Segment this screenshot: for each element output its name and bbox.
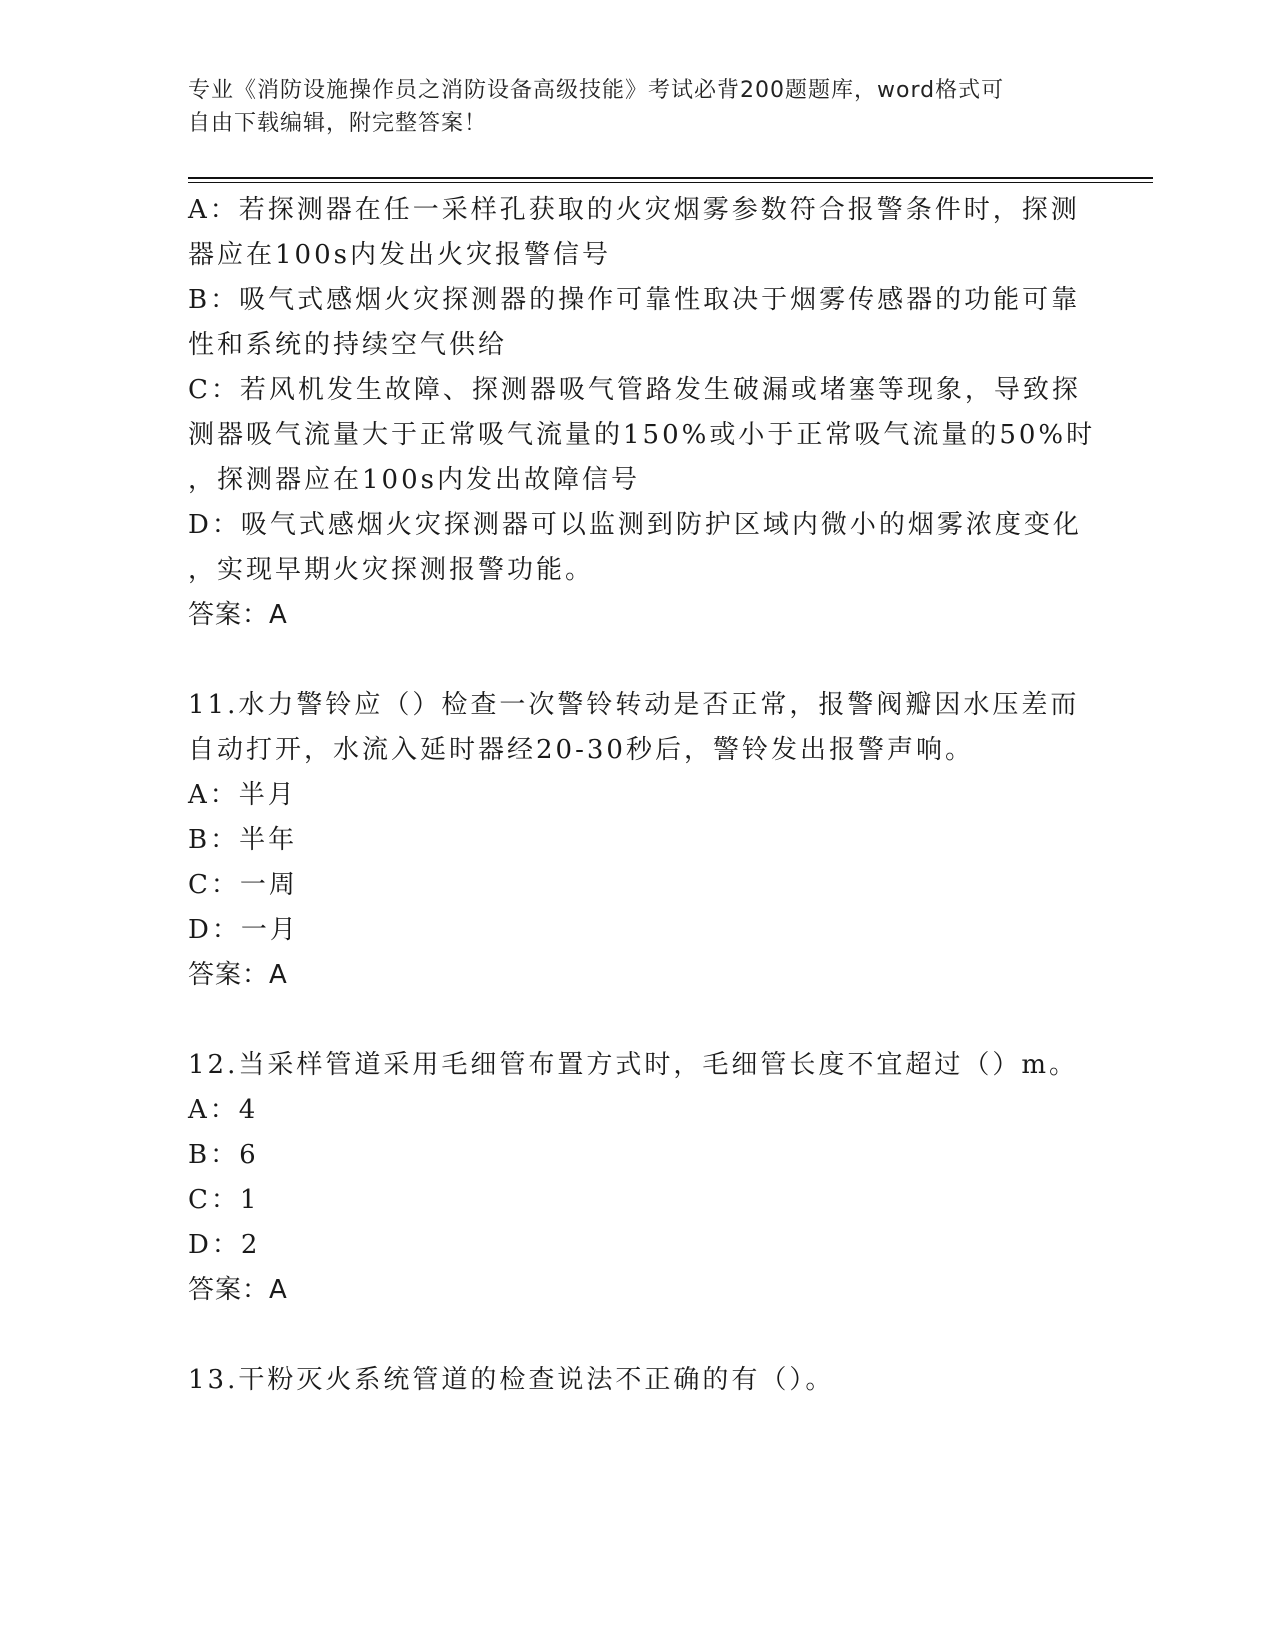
option-d-line-2: ，实现早期火灾探测报警功能。 xyxy=(188,555,595,585)
question-stem: 12.当采样管道采用毛细管布置方式时，毛细管长度不宜超过（）m。 xyxy=(188,1050,1079,1080)
question-13 xyxy=(188,1358,1078,1403)
question-stem: 13.干粉灭火系统管道的检查说法不正确的有（）。 xyxy=(188,1365,835,1395)
option-b: B：6 xyxy=(188,1140,259,1170)
header-line-2: 自由下载编辑，附完整答案！ xyxy=(188,111,488,136)
spacer xyxy=(188,638,1078,683)
question-10-options xyxy=(188,188,1096,638)
question-stem-line-1: 11.水力警铃应（）检查一次警铃转动是否正常，报警阀瓣因水压差而 xyxy=(188,690,1080,720)
spacer xyxy=(188,1313,1078,1358)
option-c: C：一周 xyxy=(188,870,298,900)
option-a-line-2: 器应在100s内发出火灾报警信号 xyxy=(188,240,611,270)
answer-label: 答案：A xyxy=(188,1275,288,1305)
option-a-line-1: A：若探测器在任一采样孔获取的火灾烟雾参数符合报警条件时，探测 xyxy=(188,195,1080,225)
option-d: D：一月 xyxy=(188,915,299,945)
document-header xyxy=(188,74,1068,140)
header-divider-thin xyxy=(188,182,1153,183)
option-a: A：半月 xyxy=(188,780,297,810)
option-c: C：1 xyxy=(188,1185,260,1215)
option-d: D：2 xyxy=(188,1230,261,1260)
question-12 xyxy=(188,1043,1078,1313)
option-d-line-1: D：吸气式感烟火灾探测器可以监测到防护区域内微小的烟雾浓度变化 xyxy=(188,510,1082,540)
answer-label: 答案：A xyxy=(188,600,288,630)
option-b-line-1: B：吸气式感烟火灾探测器的操作可靠性取决于烟雾传感器的功能可靠 xyxy=(188,285,1081,315)
option-c-line-2: 测器吸气流量大于正常吸气流量的150%或小于正常吸气流量的50%时 xyxy=(188,420,1096,450)
option-b-line-2: 性和系统的持续空气供给 xyxy=(188,330,508,360)
option-c-line-3: ，探测器应在100s内发出故障信号 xyxy=(188,465,640,495)
option-a: A：4 xyxy=(188,1095,259,1125)
answer-label: 答案：A xyxy=(188,960,288,990)
question-11 xyxy=(188,683,1078,998)
header-line-1: 专业《消防设施操作员之消防设备高级技能》考试必背200题题库，word格式可 xyxy=(188,78,1005,103)
question-stem-line-2: 自动打开，水流入延时器经20-30秒后，警铃发出报警声响。 xyxy=(188,735,974,765)
header-divider-thick xyxy=(188,177,1153,179)
option-c-line-1: C：若风机发生故障、探测器吸气管路发生破漏或堵塞等现象，导致探 xyxy=(188,375,1081,405)
option-b: B：半年 xyxy=(188,825,298,855)
question-content xyxy=(188,188,1096,1403)
spacer xyxy=(188,998,1078,1043)
